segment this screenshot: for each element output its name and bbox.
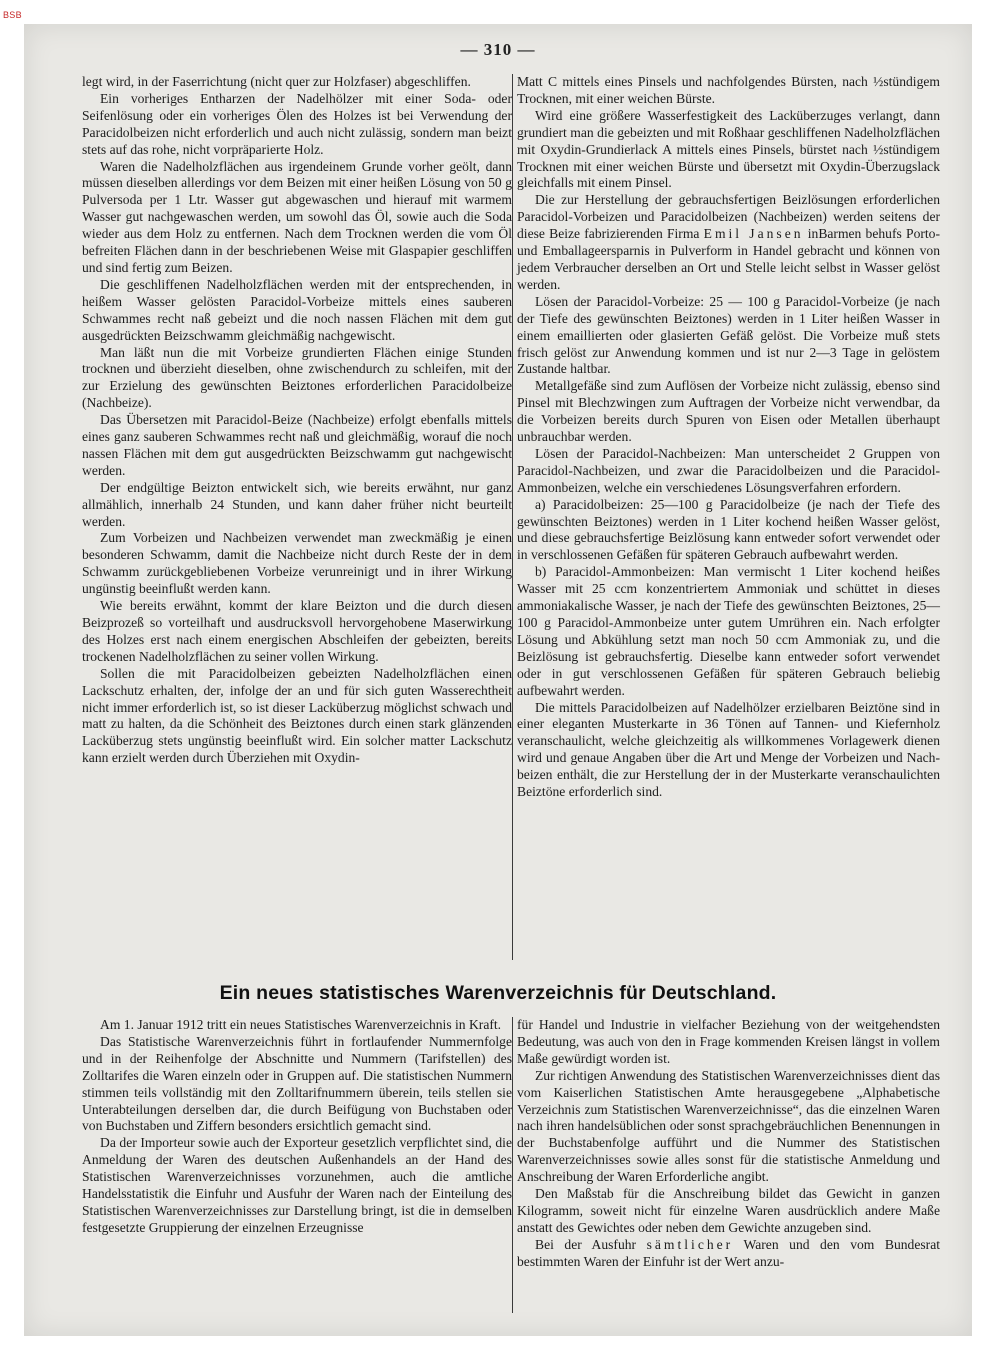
paragraph: Sollen die mit Paracidolbeizen gebeizten Nadelholzflächen einen Lackschutz erhalten, der, infolge der an und für sich guten Wasserechtheit nicht immer erforderlich ist, so ist dieser Lacküberzug möglichst schwach und matt zu halten, da die Schönheit des Beiztones durch einen stark glänzenden Lacküberzug stets ungünstig beeinflußt wird. Ein solcher matter Lackschutz kann erzielt werden durch Überziehen mit Oxydin- — [82, 665, 512, 766]
paragraph: Zur richtigen Anwendung des Statistischen Warenverzeichnisses dient das vom Kaiserlichen Statistischen Amte herausgegebene „Alphabetische Verzeichnis zum Statistischen Warenverzeichnisse“, das die einzelnen Waren nach ihren handelsüblichen oder sonst sprachgebräuchlichen Benennungen in der Buchstabenfolge aufführt und die Nummer des Statistischen Warenverzeichnisses sowie alles sonst für die statistische Anmeldung und Anschreibung der Waren Erforderliche angibt. — [517, 1067, 940, 1185]
paragraph: Den Maßstab für die Anschreibung bildet das Gewicht in ganzen Kilogramm, soweit nicht für einzelne Waren ausdrücklich andere Maße anstatt des Gewichtes oder neben dem Gewichte anzugeben sind. — [517, 1186, 940, 1235]
paragraph-text: inBarmen behufs Porto- und Emballageersparnis in Pulverform in Handel gebracht und können von jedem Verbraucher derselben an Ort und Stelle leicht selbst in Wasser gelöst werden. — [517, 226, 940, 292]
paragraph: Am 1. Januar 1912 tritt ein neues Statistisches Warenverzeichnis in Kraft. — [100, 1017, 502, 1032]
column-right-bottom — [517, 1017, 940, 1271]
paragraph: Man läßt nun die mit Vorbeize grundierten Flächen einige Stunden trocknen und überzieht dieselben, ohne zwischendurch zu schleifen, mit der zur Erzielung des gewünschten Beiztones erforderlichen Paracidolbeize (Nachbeize). — [82, 344, 512, 411]
paragraph: Zum Vorbeizen und Nachbeizen verwendet man zweckmäßig je einen besonderen Schwamm, damit die Nachbeize nicht durch Reste der in dem Schwamm zurückgebliebenen Vorbeize verunreinigt und in ihrer Wirkung ungünstig beeinflußt werden kann. — [82, 530, 512, 597]
column-divider-bottom — [512, 1017, 513, 1313]
paragraph: Lösen der Paracidol-Nachbeizen: Man unterscheidet 2 Gruppen von Paracidol-Nachbeizen, und zwar die Paracidolbeizen und die Paracidol-Ammonbeizen, welche ein verschiedenes Lösungsverfahren erfordern. — [517, 445, 940, 495]
paragraph: Waren die Nadelholzflächen aus irgendeinem Grunde vorher geölt, dann müssen dieselben allerdings vor dem Beizen mit einer heißen Lösung von 50 g Pulversoda per 1 Ltr. Wasser gut abgewaschen und hierauf mit warmem Wasser gut nachgewaschen werden, um sowohl das Öl, sowie auch die Soda wieder aus dem Holz zu entfernen. Nach dem Trocknen werden die vom Öl befreiten Flächen dann in der beschriebenen Weise mit Glaspapier geschliffen und sind fertig zum Beizen. — [82, 158, 512, 275]
paragraph: für Handel und Industrie in vielfacher Beziehung von der weitgehendsten Bedeutung, was auch von den in Frage kommenden Kreisen längst in vollem Maße gewürdigt worden ist. — [517, 1017, 940, 1066]
paragraph-text: Bei der Ausfuhr — [535, 1236, 637, 1252]
paragraph — [517, 1237, 940, 1271]
paragraph: legt wird, in der Faserrichtung (nicht quer zur Holzfaser) abgeschliffen. — [82, 74, 471, 89]
paragraph-text: Die zur Herstellung der gebrauchsfertigen Beizlösungen erforderlichen Paracidol-Vorbeizen und Paracidolbeizen (Nachbeizen) werden seitens der diese Beize fabrizierenden Firma — [517, 192, 940, 242]
paragraph: Das Statistische Warenverzeichnis führt in fortlaufender Nummernfolge und in der Reihenfolge der Abschnitte und Nummern (Tarifstellen) des Zolltarifes die Waren einzeln oder in Gruppen auf. Die statistischen Nummern stimmen teils vollständig mit den Zolltarifnummern überein, teils stellen sie Unterabteilungen derselben dar, die durch Beifügung von Buchstaben oder von Buchstaben und Ziffern besonders ersichtlich gemacht sind. — [82, 1033, 512, 1134]
paragraph: Da der Importeur sowie auch der Exporteur gesetzlich verpflichtet sind, die Anmeldung der Waren des deutschen Außenhandels an der Hand des Statistischen Warenverzeichnisses vorzunehmen, auch die amtliche Handelsstatistik die Einfuhr und Ausfuhr der Waren nach der Einteilung des Statistischen Warenverzeichnisses zur Darstellung bringt, ist die in demselben festgesetzte Gruppierung der einzelnen Erzeugnisse — [82, 1135, 512, 1235]
paragraph: Lösen der Paracidol-Vorbeize: 25 — 100 g Paracidol-Vorbeize (je nach der Tiefe des gewünschten Beiztones) werden in 1 Liter heißen Wasser in einem emaillierten oder glasierten Gefäß gelöst. Die Vorbeize muß stets frisch gelöst zur Anwendung kommen und ist nur 2—3 Tage in gelöstem Zustande haltbar. — [517, 293, 940, 377]
paragraph: Metallgefäße sind zum Auflösen der Vorbeize nicht zulässig, ebenso sind Pinsel mit Blechzwingen zum Auftragen der Vorbeize nicht verwendbar, da die Vorbeizen bereits durch Spuren von Eisen oder Metallen überhaupt unbrauchbar werden. — [517, 378, 940, 445]
paragraph: a) Paracidolbeizen: 25—100 g Paracidolbeize (je nach der Tiefe des gewünschten Beiztones) werden in 1 Liter kochend heißen Wasser gelöst, und diese gebrauchsfertige Beizlösung kann entweder sofort verwendet oder in verschlossenen Gefäßen für späteren Gebrauch aufbewahrt werden. — [517, 496, 940, 563]
spaced-word: sämtlicher — [646, 1236, 734, 1252]
paragraph: Ein vorheriges Entharzen der Nadelhölzer mit einer Soda- oder Seifenlösung oder ein vorheriges Ölen des Holzes ist bei Verwendung der Paracidolbeizen nicht erforderlich und auch nicht zulässig, sondern man beizt stets auf das rohe, nicht vorpräparierte Holz. — [82, 90, 512, 157]
section-title: Ein neues statistisches Warenverzeichnis für Deutschland. — [219, 982, 777, 1004]
page-number: — 310 — — [460, 40, 536, 59]
paragraph: Wird eine größere Wasserfestigkeit des Lacküberzuges verlangt, dann grundiert man die gebeizten und mit Roßhaar geschliffenen Nadelholzflächen mit Oxydin-Grundierlack A mittels eines Pinsels, bürstet nach ½stündigem Trocknen mit einer weichen Bürste und übersetzt mit Oxydin-Überzugslack gleichfalls mit einem Pinsel. — [517, 107, 940, 191]
company-name: Emil Jansen — [703, 226, 804, 242]
paragraph: Die geschliffenen Nadelholzflächen werden mit der entsprechenden, in heißem Wasser gelösten Paracidol-Vorbeize mittels eines sauberen Schwammes recht naß gebeizt und die noch nassen Flächen mit dem gut ausgedrückten Beizschwamm gleichmäßig nachgewischt. — [82, 276, 512, 343]
column-divider-top — [512, 74, 513, 960]
paragraph: Wie bereits erwähnt, kommt der klare Beizton und die durch diesen Beizprozeß so vorteilhaft und ausdrucksvoll hervorgehobene Maserwirkung des Holzes erst nach einem energischen Abschleifen der gebeizten, bereits trockenen Nadelholzflächen zu seiner vollen Wirkung. — [82, 598, 512, 664]
paragraph: b) Paracidol-Ammonbeizen: Man vermischt 1 Liter kochend heißes Wasser mit 25 ccm konzentriertem Ammoniak und schüttet in dieses ammoniakalische Wasser, je nach der Tiefe des gewünschten Beiztones, 25—100 g Paracidol-Ammonbeize unter gutem Umrühren ein. Nach erfolgter Lösung und Abkühlung setzt man noch 50 ccm Ammoniak zu, und die Beizlösung ist gebrauchsfertig. Dieselbe kann entweder sofort verwendet oder in gut verschlossenen Gefäßen für späteren Gebrauch beliebig aufbewahrt werden. — [517, 564, 940, 698]
paragraph — [517, 192, 940, 293]
column-right-top — [517, 74, 940, 801]
paragraph: Das Übersetzen mit Paracidol-Beize (Nachbeize) erfolgt ebenfalls mittels eines ganz sauberen Schwammes recht naß und gleichmäßig, worauf die noch nassen Flächen mit dem gut ausgedrückten Beizschwamm gut nachgewischt werden. — [82, 412, 512, 478]
paragraph: Der endgültige Beizton entwickelt sich, wie bereits erwähnt, nur ganz allmählich, innerhalb 24 Stunden, und kann daher früher nicht beurteilt werden. — [82, 479, 512, 529]
paragraph-text: Waren und den vom Bundesrat bestimmten Waren der Einfuhr ist der Wert anzu- — [517, 1236, 940, 1269]
paragraph: Matt C mittels eines Pinsels und nachfolgendes Bürsten, nach ½stündigem Trocknen, mit einer weichen Bürste. — [517, 74, 940, 106]
column-left-top — [82, 74, 512, 767]
column-left-bottom — [82, 1017, 512, 1237]
paragraph: Die mittels Paracidolbeizen auf Nadelhölzer erzielbaren Beiztöne sind in einer eleganten Musterkarte in 36 Tönen auf Tannen- und Kiefernholz veranschaulicht, welche gleichzeitig als willkommenes Vorlagewerk dienen wird und genaue Angaben über die Art und Menge der Vorbeizen und Nachbeizen enthält, die zur Herstellung der in der Musterkarte veranschaulichten Beiztöne erforderlich sind. — [517, 699, 940, 800]
scanned-page — [24, 24, 972, 1336]
library-corner-mark: BSB — [3, 10, 22, 20]
